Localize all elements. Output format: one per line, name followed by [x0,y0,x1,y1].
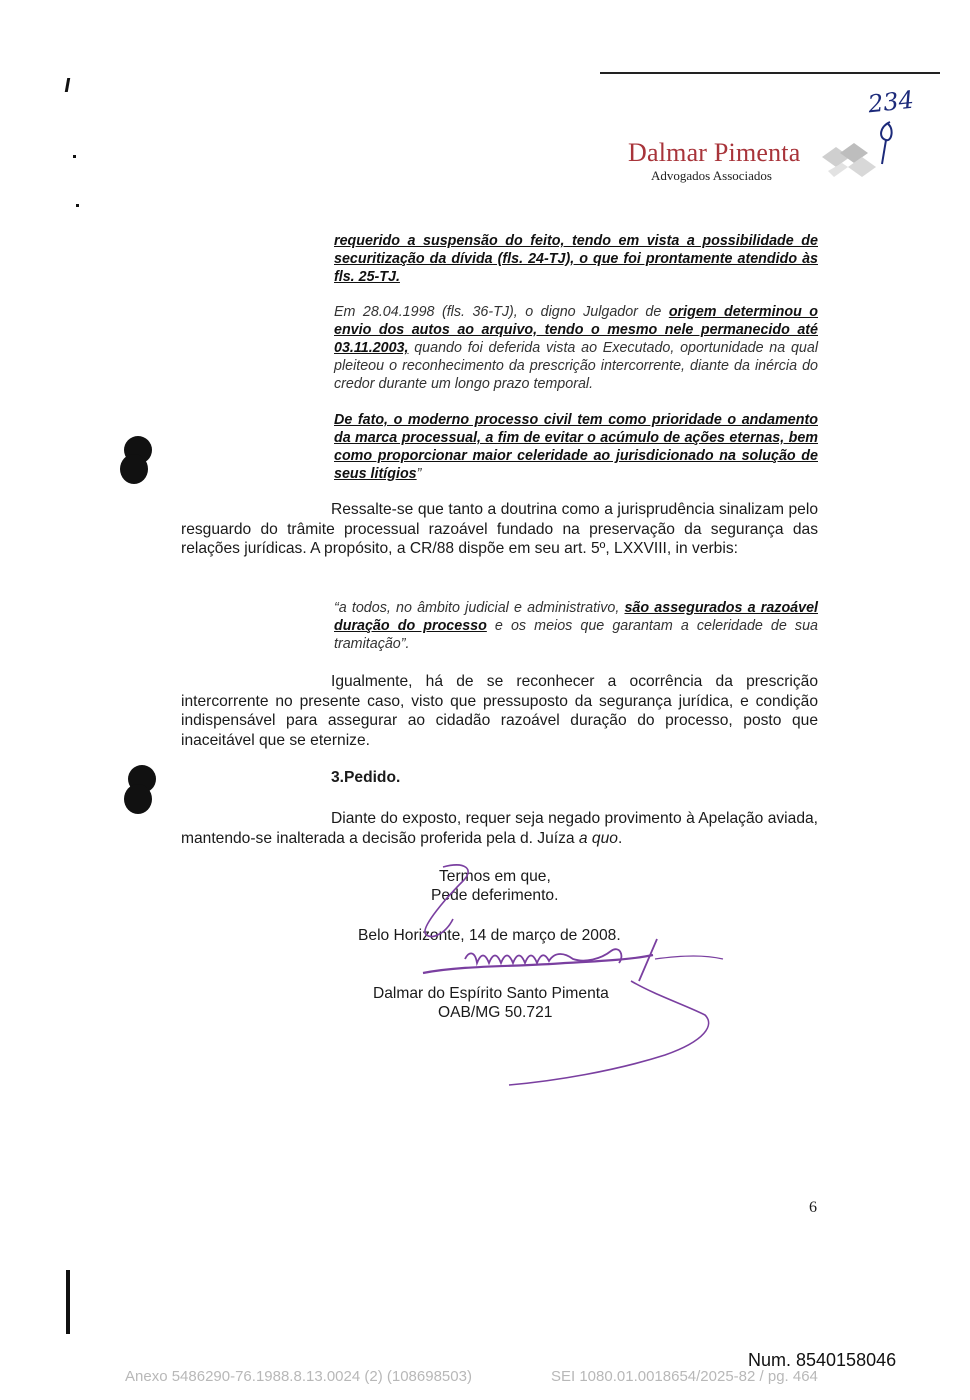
firm-logo-icon [818,133,882,183]
header-rule [600,72,940,74]
quote-paragraph [334,303,818,393]
quote-paragraph [334,411,818,483]
body-text: Diante do exposto, requer seja negado provimento à Apelação aviada, mantendo-se inalterada a decisão proferida pela d. Juíza [181,810,818,847]
body-paragraph [181,809,818,848]
quote-text: Em 28.04.1998 (fls. 36-TJ), o digno Julgador de [334,304,669,320]
quote-text: ” [416,466,422,482]
constitution-quote [334,599,818,653]
quote-text: quando foi deferida vista ao Executado, oportunidade na qual pleiteou o reconhecimento da prescrição intercorrente, diante da inércia do credor durante um longo prazo temporal. [334,340,818,392]
body-paragraph: Igualmente, há de se reconhecer a ocorrência da prescrição intercorrente no presente caso, visto que pressuposto da segurança jurídica, e condição indispensável para assegurar ao cidadão razoável duração do processo, posto que inaceitável que se eternize. [181,673,818,749]
page-number: 6 [809,1199,817,1216]
scan-mark [66,1270,70,1334]
footer-left: Anexo 5486290-76.1988.8.13.0024 (2) (108698503) [125,1368,472,1385]
punch-hole [120,454,148,484]
signer-oab: OAB/MG 50.721 [438,1004,553,1021]
section-heading: 3.Pedido. [331,769,401,786]
closing-line: Termos em que, [439,868,551,885]
folio-number: 234 [866,85,916,119]
footer-right: SEI 1080.01.0018654/2025-82 / pg. 464 [551,1368,818,1385]
scan-mark [76,204,79,207]
firm-name: Dalmar Pimenta [628,138,801,167]
scan-mark [65,78,70,92]
body-text: . [617,829,623,847]
quote-paragraph [334,232,818,286]
italic-text: a quo [578,829,618,847]
quote-text: “a todos, no âmbito judicial e administrativo, [334,600,625,616]
quote-text: e os meios que garantam a celeridade de sua tramitação”. [334,618,818,652]
signer-name: Dalmar do Espírito Santo Pimenta [373,985,609,1002]
document-number-stamp: Num. 8540158046 [748,1350,897,1370]
closing-line: Pede deferimento. [431,887,559,904]
handwritten-signature [405,855,735,1095]
underlined-text: requerido a suspensão do feito, tendo em vista a possibilidade de securitização da dívida (fls. 24-TJ), o que foi prontamente atendido às fls. 25-TJ. [334,233,818,285]
underlined-text: origem determinou o envio dos autos ao arquivo, tendo o mesmo nele permanecido até 03.11.2003, [334,304,819,356]
scan-mark [73,155,76,158]
underlined-text: De fato, o moderno processo civil tem como prioridade o andamento da marca processual, a fim de evitar o acúmulo de ações eternas, bem como proporcionar maior celeridade ao jurisdicionado na solução de seus litígios [334,412,818,482]
firm-subtitle: Advogados Associados [651,168,772,183]
body-paragraph: Ressalte-se que tanto a doutrina como a jurisprudência sinalizam pelo resguardo do trâmite processual razoável fundado na preservação da segurança das relações jurídicas. A propósito, a CR/88 dispõe em seu art. 5º, LXXVIII, in verbis: [181,501,818,557]
underlined-text: são assegurados a razoável duração do processo [334,600,818,634]
punch-hole [124,784,152,814]
place-date: Belo Horizonte, 14 de março de 2008. [358,927,621,944]
